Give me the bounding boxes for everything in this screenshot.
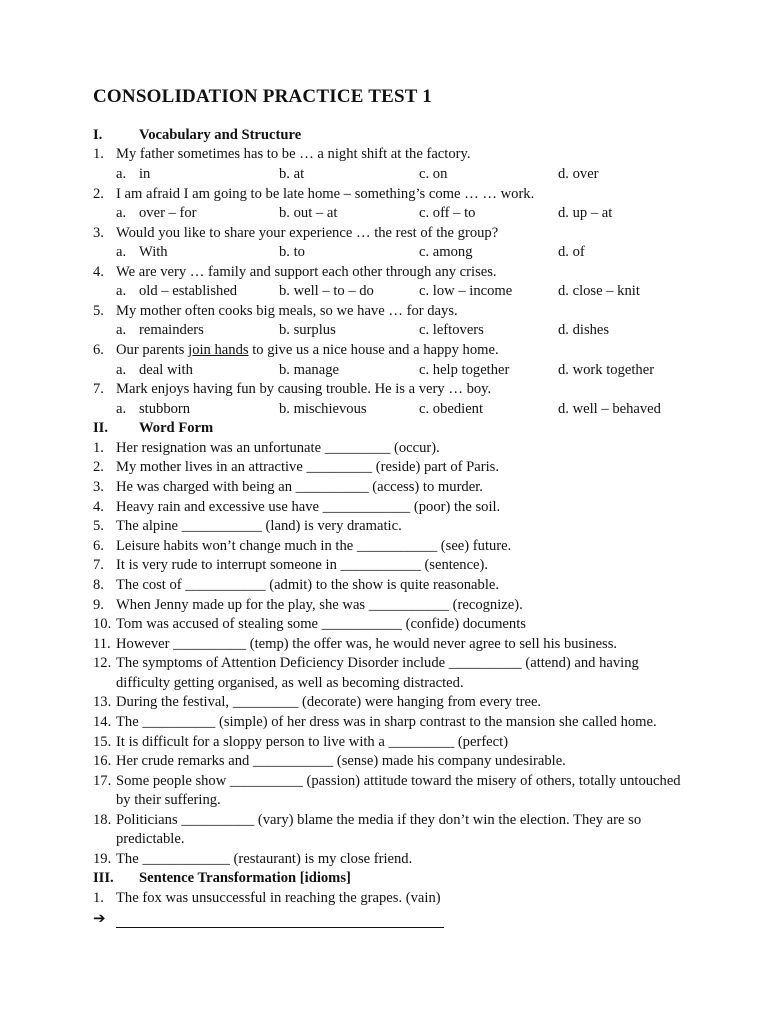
item-number: 1.: [93, 440, 104, 456]
question-text-end: to give us a nice house and a happy home.: [248, 342, 499, 358]
option-letter: a.: [116, 401, 127, 417]
option-letter: a.: [116, 166, 127, 182]
item-text-continued: predictable.: [116, 831, 185, 847]
option-b: b. manage: [279, 362, 339, 378]
option-d: d. over: [558, 166, 599, 182]
item-text: Leisure habits won’t change much in the ___________ (see) future.: [116, 538, 512, 554]
option-letter: a.: [116, 362, 127, 378]
question: [0, 184, 768, 204]
item-number: 14.: [93, 714, 112, 730]
option-d: d. close – knit: [558, 283, 640, 299]
section-number: III.: [93, 870, 114, 886]
word-form-item: [0, 810, 768, 830]
question-text: We are very … family and support each other through any crises.: [116, 264, 497, 280]
item-number: 2.: [93, 459, 104, 475]
section-title: Vocabulary and Structure: [139, 127, 302, 143]
option-b: b. well – to – do: [279, 283, 374, 299]
option-a: stubborn: [139, 401, 191, 417]
section-number: II.: [93, 420, 109, 436]
word-form-item: [0, 595, 768, 615]
word-form-item: [0, 614, 768, 634]
word-form-item: [0, 712, 768, 732]
word-form-item: [0, 732, 768, 752]
question-number: 4.: [93, 264, 104, 280]
word-form-item: [0, 634, 768, 654]
option-d: d. of: [558, 244, 585, 260]
word-form-item: [0, 457, 768, 477]
word-form-item: [0, 555, 768, 575]
item-number: 17.: [93, 773, 112, 789]
word-form-item: [0, 438, 768, 458]
option-c: c. obedient: [419, 401, 484, 417]
item-text: Heavy rain and excessive use have ____________ (poor) the soil.: [116, 499, 501, 515]
question-number: 5.: [93, 303, 104, 319]
item-text: During the festival, _________ (decorate) were hanging from every tree.: [116, 694, 542, 710]
question: [0, 144, 768, 164]
option-a: in: [139, 166, 151, 182]
option-a: remainders: [139, 322, 204, 338]
section-heading-sentence-transformation: [0, 868, 768, 888]
question-text: Mark enjoys having fun by causing trouble. He is a very … boy.: [116, 381, 492, 397]
item-number: 16.: [93, 753, 112, 769]
section-heading-word-form: [0, 418, 768, 438]
answer-blank-line[interactable]: [116, 927, 444, 928]
option-b: b. at: [279, 166, 305, 182]
option-b: b. to: [279, 244, 305, 260]
item-number: 10.: [93, 616, 112, 632]
word-form-item: [0, 849, 768, 869]
transformation-item: [0, 888, 768, 908]
word-form-item: [0, 771, 768, 791]
item-text: The cost of ___________ (admit) to the show is quite reasonable.: [116, 577, 500, 593]
option-c: c. among: [419, 244, 473, 260]
question-number: 7.: [93, 381, 104, 397]
item-number: 1.: [93, 890, 104, 906]
item-text: It is very rude to interrupt someone in ___________ (sentence).: [116, 557, 489, 573]
item-text: The fox was unsuccessful in reaching the grapes. (vain): [116, 890, 441, 906]
word-form-item: [0, 653, 768, 673]
option-letter: a.: [116, 283, 127, 299]
word-form-item: [0, 536, 768, 556]
item-number: 18.: [93, 812, 112, 828]
question-text: I am afraid I am going to be late home – something’s come … … work.: [116, 186, 535, 202]
item-text: It is difficult for a sloppy person to live with a _________ (perfect): [116, 734, 509, 750]
item-text: Tom was accused of stealing some ___________ (confide) documents: [116, 616, 526, 632]
option-c: c. leftovers: [419, 322, 484, 338]
question-text-start: Our parents: [116, 342, 189, 358]
answer-options: [0, 360, 768, 380]
item-text: Some people show __________ (passion) attitude toward the misery of others, totally untouched: [116, 773, 681, 789]
option-d: d. well – behaved: [558, 401, 661, 417]
item-text: Her crude remarks and ___________ (sense) made his company undesirable.: [116, 753, 566, 769]
word-form-item: [0, 497, 768, 517]
option-a: With: [139, 244, 168, 260]
option-a: old – established: [139, 283, 238, 299]
answer-options: [0, 242, 768, 262]
option-letter: a.: [116, 244, 127, 260]
word-form-item: [0, 751, 768, 771]
item-text: Politicians __________ (vary) blame the media if they don’t win the election. They are so: [116, 812, 642, 828]
question-number: 2.: [93, 186, 104, 202]
item-number: 19.: [93, 851, 112, 867]
question-text: My father sometimes has to be … a night shift at the factory.: [116, 146, 471, 162]
item-number: 11.: [93, 636, 111, 652]
option-c: c. help together: [419, 362, 510, 378]
item-text: The alpine ___________ (land) is very dramatic.: [116, 518, 402, 534]
item-number: 7.: [93, 557, 104, 573]
item-text: The __________ (simple) of her dress was in sharp contrast to the mansion she called home.: [116, 714, 657, 730]
question: [0, 301, 768, 321]
question: [0, 340, 768, 360]
section-title: Sentence Transformation [idioms]: [139, 870, 351, 886]
item-number: 15.: [93, 734, 112, 750]
question-text: Would you like to share your experience … the rest of the group?: [116, 225, 499, 241]
option-letter: a.: [116, 205, 127, 221]
question-text: My mother often cooks big meals, so we have … for days.: [116, 303, 458, 319]
answer-options: [0, 320, 768, 340]
word-form-item: [0, 477, 768, 497]
item-text: The symptoms of Attention Deficiency Disorder include __________ (attend) and having: [116, 655, 639, 671]
option-d: d. dishes: [558, 322, 610, 338]
question: [0, 223, 768, 243]
item-number: 6.: [93, 538, 104, 554]
item-number: 4.: [93, 499, 104, 515]
item-number: 8.: [93, 577, 104, 593]
answer-options: [0, 203, 768, 223]
word-form-item: [0, 516, 768, 536]
item-text-continued: difficulty getting organised, as well as becoming distracted.: [116, 675, 464, 691]
item-text: The ____________ (restaurant) is my close friend.: [116, 851, 413, 867]
option-b: b. surplus: [279, 322, 336, 338]
question-number: 3.: [93, 225, 104, 241]
option-b: b. out – at: [279, 205, 338, 221]
question-text: [116, 340, 499, 360]
option-d: d. work together: [558, 362, 655, 378]
item-text: When Jenny made up for the play, she was ___________ (recognize).: [116, 597, 523, 613]
item-number: 13.: [93, 694, 112, 710]
option-a: deal with: [139, 362, 193, 378]
section-heading-vocabulary: [0, 125, 768, 145]
word-form-item: [0, 575, 768, 595]
answer-options: [0, 164, 768, 184]
answer-options: [0, 281, 768, 301]
item-text: My mother lives in an attractive _________ (reside) part of Paris.: [116, 459, 499, 475]
section-number: I.: [93, 127, 103, 143]
item-number: 9.: [93, 597, 104, 613]
section-title: Word Form: [139, 420, 214, 436]
option-a: over – for: [139, 205, 197, 221]
option-d: d. up – at: [558, 205, 613, 221]
word-form-item-continuation: [0, 829, 768, 849]
item-number: 3.: [93, 479, 104, 495]
word-form-item-continuation: [0, 673, 768, 693]
item-text-continued: by their suffering.: [116, 792, 221, 808]
word-form-item: [0, 692, 768, 712]
right-arrow-icon: ➔: [93, 909, 106, 927]
item-text: He was charged with being an __________ (access) to murder.: [116, 479, 483, 495]
option-letter: a.: [116, 322, 127, 338]
question-number: 6.: [93, 342, 104, 358]
question: [0, 262, 768, 282]
question: [0, 379, 768, 399]
option-b: b. mischievous: [279, 401, 367, 417]
item-text: However __________ (temp) the offer was, he would never agree to sell his business.: [116, 636, 618, 652]
item-number: 5.: [93, 518, 104, 534]
page-title: CONSOLIDATION PRACTICE TEST 1: [93, 86, 432, 107]
answer-row: [0, 908, 768, 928]
question-number: 1.: [93, 146, 104, 162]
item-text: Her resignation was an unfortunate _________ (occur).: [116, 440, 440, 456]
option-c: c. low – income: [419, 283, 513, 299]
word-form-item-continuation: [0, 790, 768, 810]
underlined-phrase: join hands: [188, 342, 249, 358]
option-c: c. on: [419, 166, 448, 182]
item-number: 12.: [93, 655, 112, 671]
option-c: c. off – to: [419, 205, 476, 221]
answer-options: [0, 399, 768, 419]
